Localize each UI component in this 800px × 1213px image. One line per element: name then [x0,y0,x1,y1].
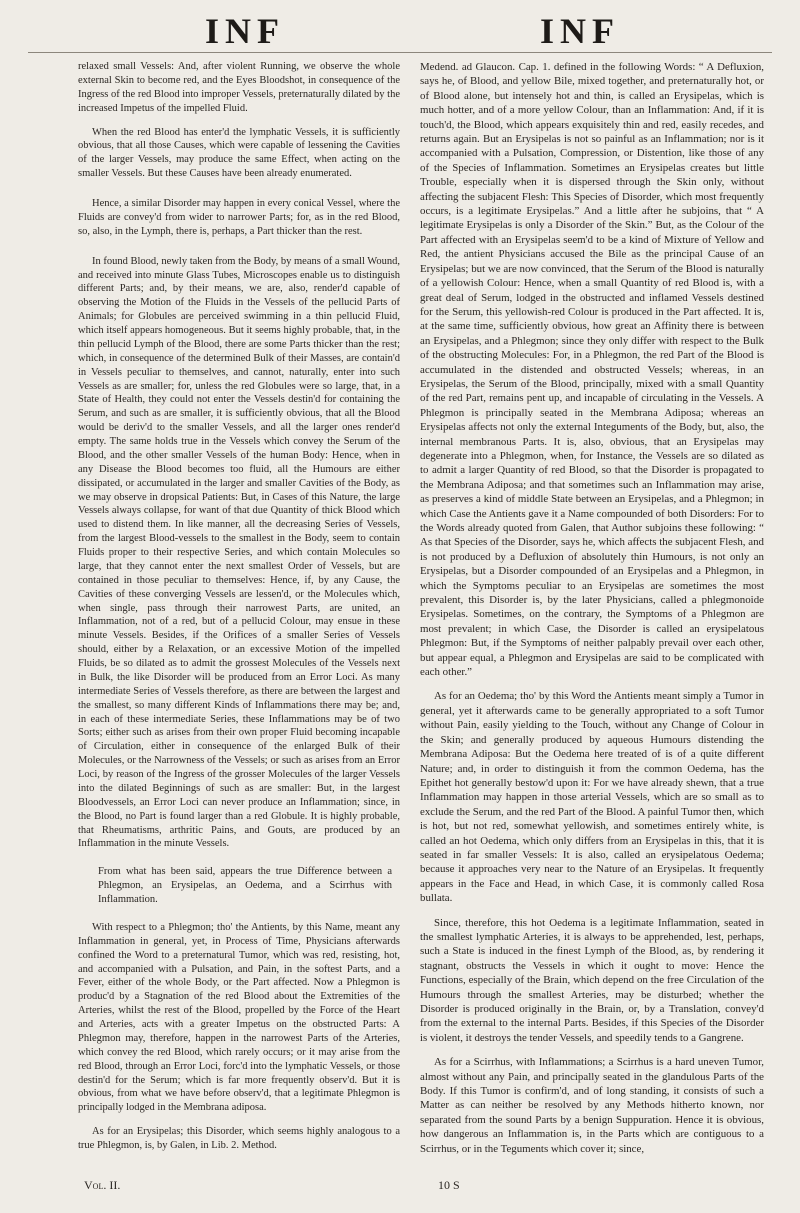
paragraph: As for an Erysipelas; this Disorder, which seems highly analogous to a true Phlegmon, is, by Galen, in Lib. 2. Method. [78,1126,400,1151]
paragraph: When the red Blood has enter'd the lymphatic Vessels, it is sufficiently obvious, that all those Causes, which were capable of lessening the Cavities of the larger Vessels, may produce the same Effect, when acting on the smaller Vessels. But these Causes have been already enumerated. [78,126,400,180]
paragraph: Hence, a similar Disorder may happen in every conical Vessel, where the Fluids are convey'd from wider to narrower Parts; for, as in the red Blood, so, also, in the Lymph, there is, perhaps, a Part thicker than the rest. [78,198,400,237]
header-rule [28,52,772,53]
running-head-left: INF [205,11,285,51]
paragraph: Medend. ad Glaucon. Cap. 1. defined in the following Words: “ A Defluxion, says he, of Blood, and yellow Bile, mixed together, and preternaturally hot, or of Blood alone, but intensely hot and thin, is called an Erysipelas, which is much hotter, and of a more yellow Colour, than an Inflammation: And, if it is touch'd, the Blood, which appears exquisitely thin and red, easily recedes, and returns again. But an Erysipelas is not so painful as an Inflammation; nor is it accompanied with a Pulsation, Compression, or Distention, like those of any of the Species of Inflammation. Sometimes an Erysipelas creates but little Trouble, especially when it is dispersed through the Skin only, without affecting the subjacent Flesh: This Species of Disorder, which most frequently occurs, is a legitimate Erysipelas.” And a little after he subjoins, that “ A legitimate Erysipelas is only a Disorder of the Skin.” But, as the Colour of the Part affected with an Erysipelas seem'd to be a kind of Mixture of Yellow and Red, the antient Physicians accused the Bile as the principal Cause of an Erysipelas; but we are now convinced, that the Serum of the Blood is naturally of a yellowish Colour: Hence, when a small Quantity of red Blood is, with a great deal of Serum, lodged in the obstructed and inflamed Vessels destined for the Serum, this yellowish-red Colour is produced in the Part affected. It is, at the same time, sufficiently obvious, how great an Affinity there is between an Erysipelas, and a Phlegmon; since they only differ with respect to the Bulk of the obstructing Molecules: For, in a Phlegmon, the red Part of the Blood is accumulated in the distended and obstructed Vessels; whereas, in an Erysipelas, the Serum of the Blood, principally, mixed with a small Quantity of the red Part, remains pent up, and incapable of circulating in the Vessels. A Phlegmon is principally seated in the Membrana Adiposa; whereas an Erysipelas affects not only the external Integuments of the Body, but, also, the internal membranous Parts. It is, also, obvious, that an Erysipelas may degenerate into a Phlegmon, when, for Instance, the Vessels are so dilated as to admit a larger Quantity of red Blood, so that the Disorder is propagated to the Membrana Adiposa; and that sometimes such an Inflammation may arise, as preserves a kind of middle State between an Erysipelas, and a Phlegmon; in which Case the Antients gave it a Name compounded of both Disorders: For to the Words already quoted from Galen, that Author subjoins these following: “ As that Species of the Disorder, says he, which affects the subjacent Flesh, and is not produced by a Defluxion of absolutely thin Humours, is not only an Erysipelas, but a Disorder compounded of an Erysipelas and a Phlegmon, in which the Symptoms peculiar to an Erysipelas are sometimes the most prevalent, this Disorder is, by the later Physicians, called a phlegmonoide Erysipelas. Sometimes, on the contrary, the Symptoms of a Phlegmon are most prevalent; in which Case, the Disorder is called an erysipelatous Phlegmon: But, if the Symptoms of neither palpably prevail over each other, but appear equal, a Phlegmon and Erysipelas are said to be complicated with each other.” [420,61,764,679]
paragraph: Since, therefore, this hot Oedema is a legitimate Inflammation, seated in the smallest lymphatic Arteries, it is always to be apprehended, lest, perhaps, such a State is induced in the finest Lymph of the Blood, as, by rendering it stagnant, obstructs the Vessels in which it ought to move: Hence the Functions, especially of the Brain, which depend on the free Circulation of the Humours through the smallest Arteries, may be disturbed; whether the Disorder is produced originally in the Brain, or, by a Translation, convey'd from the external to the internal Parts. Besides, if this Species of the Disorder is violent, it destroys the tender Vessels, and speedily tends to a Gangrene. [420,916,764,1044]
volume-mark: Vol. II. [84,1178,121,1192]
paragraph: With respect to a Phlegmon; tho' the Antients, by this Name, meant any Inflammation in general, yet, in Process of Time, Physicians afterwards confined the Word to a preternatural Tumor, which was red, resisting, hot, and accompanied with a Pulsation, and Pain, in the softest Parts, and a Fever, either of the whole Body, or the Part affected. Now a Phlegmon is produc'd by a Stagnation of the red Blood about the Extremities of the Arteries, whilst the rest of the Blood, propelled by the Force of the Heart and Arteries, acts with a greater Impetus on the obstructed Parts: A Phlegmon may, therefore, happen in the narrowest Parts of the Arteries, which convey the red Blood, which rarely occurs; or it may arise from the red Blood, through an Error Loci, forc'd into the lymphatic Vessels, or those destin'd for the Serum; which is far more frequently observ'd. But it is obvious, from what we have before observ'd, that a legitimate Phlegmon is principally lodged in the Membrana adiposa. [78,921,400,1114]
section-summary: From what has been said, appears the true Difference between a Phlegmon, an Erysipelas, an Oedema, and a Scirrhus with Inflammation. [98,866,392,905]
paragraph: relaxed small Vessels: And, after violent Running, we observe the whole external Skin to become red, and the Eyes Bloodshot, in consequence of the Ingress of the red Blood into improper Vessels, preternaturally dilated by the increased Impetus of the impelled Fluid. [78,61,400,114]
signature-mark: 10 S [438,1178,460,1192]
left-column [78,60,400,1163]
paragraph: As for an Oedema; tho' by this Word the Antients meant simply a Tumor in general, yet it afterwards came to be generally appropriated to a soft Tumor without Pain, easily yielding to the Touch, without any Change of Colour in the Skin; and generally produced by aqueous Humours distending the Membrana Adiposa: But the Oedema here treated of is of a quite different Nature; and, in order to distinguish it from the common Oedema, has the Epithet hot generally bestow'd upon it: For we have already shewn, that a true Inflammation may happen in those arterial Vessels, which are so small as to exclude the Serum, and the red Part of the Blood. A painful Tumor then, which is hot, but not red, somewhat yellowish, and sometimes entirely white, is called an hot Oedema, which only differs from an Erysipelas in this, that it is seated in far smaller Vessels: It is also, called an erysipelatous Oedema; because it approaches very near to the Nature of an Erysipelas. It frequently appears in the Face and Head, in which Case, it is commonly called Rosa bullata. [420,690,764,905]
right-column [420,60,764,1166]
paragraph: As for a Scirrhus, with Inflammations; a Scirrhus is a hard uneven Tumor, almost without any Pain, and principally seated in the glandulous Parts of the Body. If this Tumor is confirm'd, and of long standing, it consists of such a Matter as can neither be resolved by any Methods hitherto known, nor separated from the sound Parts by a benign Suppuration. Hence it is obvious, how dangerous an Inflammation is, in the Parts which are contiguous to a Scirrhus, or in the Teguments which cover it; since, [420,1056,764,1155]
running-head-right: INF [540,11,620,51]
paragraph: In found Blood, newly taken from the Body, by means of a small Wound, and received into minute Glass Tubes, Microscopes enable us to distinguish different Parts; and, by their means, we are, also, render'd capable of observing the Motion of the Fluids in the Vessels of the pellucid Parts of Animals; for Globules are perceived swimming in a thin pellucid Fluid, which itself appears homogeneous. But it seems highly probable, that, in the thin pellucid Lymph of the Blood, there are some Parts thicker than the rest; which, in consequence of the determined Bulk of their Masses, are contain'd in Vessels peculiar to themselves, and cannot, naturally, enter into such Vessels as are smaller; for, unless the red Globules were so large, that, in a State of Health, they could not enter the Vessels destin'd for containing the Serum, and such as are smaller, it is sufficiently obvious, that all the Blood would be deriv'd to the smaller Vessels, and all the larger ones render'd empty. The same holds true in the Vessels which convey the Serum of the Blood, and the other smaller Vessels of the human Body: Hence, when in any Disease the Blood becomes too fluid, all the Humours are either dissipated, or accumulated in the larger and smaller Cavities of the Body, as we may observe in dropsical Patients: But, in Cases of this Nature, the large Vessels always collapse, for want of that due Quantity of thick Blood which used to distend them. In like manner, all the decreasing Series of Vessels, from the largest Blood-vessels to the smallest in the Body, seem to contain Fluids proper to their respective Series, and which contain Molecules so large, that they cannot enter the next smallest Order of Vessels, but are contained in those peculiar to themselves: Hence, if, by any Cause, the Cavities of these converging Vessels are lessen'd, or the Molecules which, when single, pass through their narrowest Parts, are united, an Inflammation, not of a red, but of a pellucid Colour, may ensue in these minute Vessels. Besides, if the Orifices of a smaller Series of Vessels should, either by a Relaxation, or an excessive Motion of the impelled Fluids, be so dilated as to admit the grossest Molecules of the Vessels next in Bulk, the like Disorder will be produced from an Error Loci. As many intermediate Series of Vessels therefore, as there are between the largest and the smallest, so many different Kinds of Inflammations there may be; and, in each of these intermediate Series, these Inflammations may be of two Sorts; either such as arises from their own proper Fluid becoming incapable of Circulation, either in consequence of the enlarged Bulk of their Molecules, or the Narrowness of the Vessels; or such as arises from an Error Loci, by reason of the Ingress of the grosser Molecules of the larger Vessels into the dilated Beginnings of such as are smaller: But, in the largest Bloodvessels, an Error Loci can never produce an Inflammation; since, in the Blood, no Part is found larger than a red Globule. It is highly probable, that Rheumatisms, arthritic Pains, and Gouts, are produced by an Inflammation in the minute Vessels. [78,255,400,850]
